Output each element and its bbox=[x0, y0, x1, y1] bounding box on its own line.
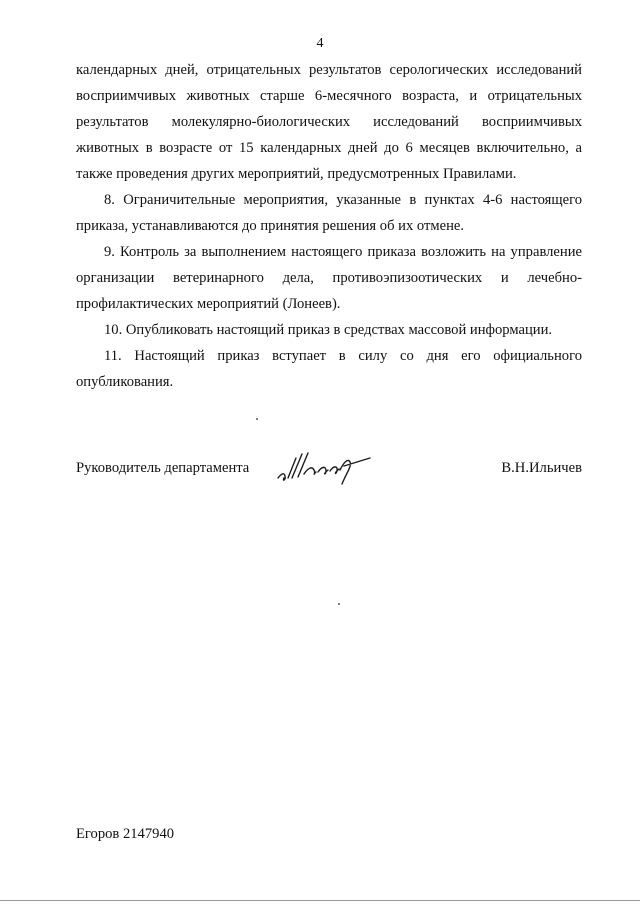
executor-note: Егоров 2147940 bbox=[76, 826, 175, 842]
signatory-title: Руководитель департамента bbox=[76, 460, 250, 476]
scan-speck bbox=[338, 603, 340, 605]
paragraph-8: 8. Ограничительные мероприятия, указанные в пунктах 4-6 настоящего приказа, устанавливаются до принятия решения об их отмене. bbox=[76, 192, 582, 234]
scan-speck bbox=[256, 418, 258, 420]
document-body bbox=[76, 57, 582, 395]
paragraph-9: 9. Контроль за выполнением настоящего приказа возложить на управление организации ветеринарного дела, противоэпизоотических и лечебно-профилактических мероприятий (Лонеев). bbox=[76, 244, 582, 312]
signatory-name: В.Н.Ильичев bbox=[501, 460, 582, 476]
signature-block bbox=[76, 456, 582, 496]
handwritten-signature bbox=[272, 444, 372, 488]
page-number: 4 bbox=[316, 36, 324, 51]
paragraph-10: 10. Опубликовать настоящий приказ в средствах массовой информации. bbox=[104, 322, 553, 338]
paragraph-continuation: календарных дней, отрицательных результатов серологических исследований восприимчивых животных старше 6-месячного возраста, и отрицательных результатов молекулярно-биологических исследований восприимчивых животных в возрасте от 15 календарных дней до 6 месяцев включительно, а также проведения других мероприятий, предусмотренных Правилами. bbox=[76, 62, 582, 182]
paragraph-11: 11. Настоящий приказ вступает в силу со дня его официального опубликования. bbox=[76, 348, 582, 390]
scan-edge-line bbox=[0, 900, 640, 901]
